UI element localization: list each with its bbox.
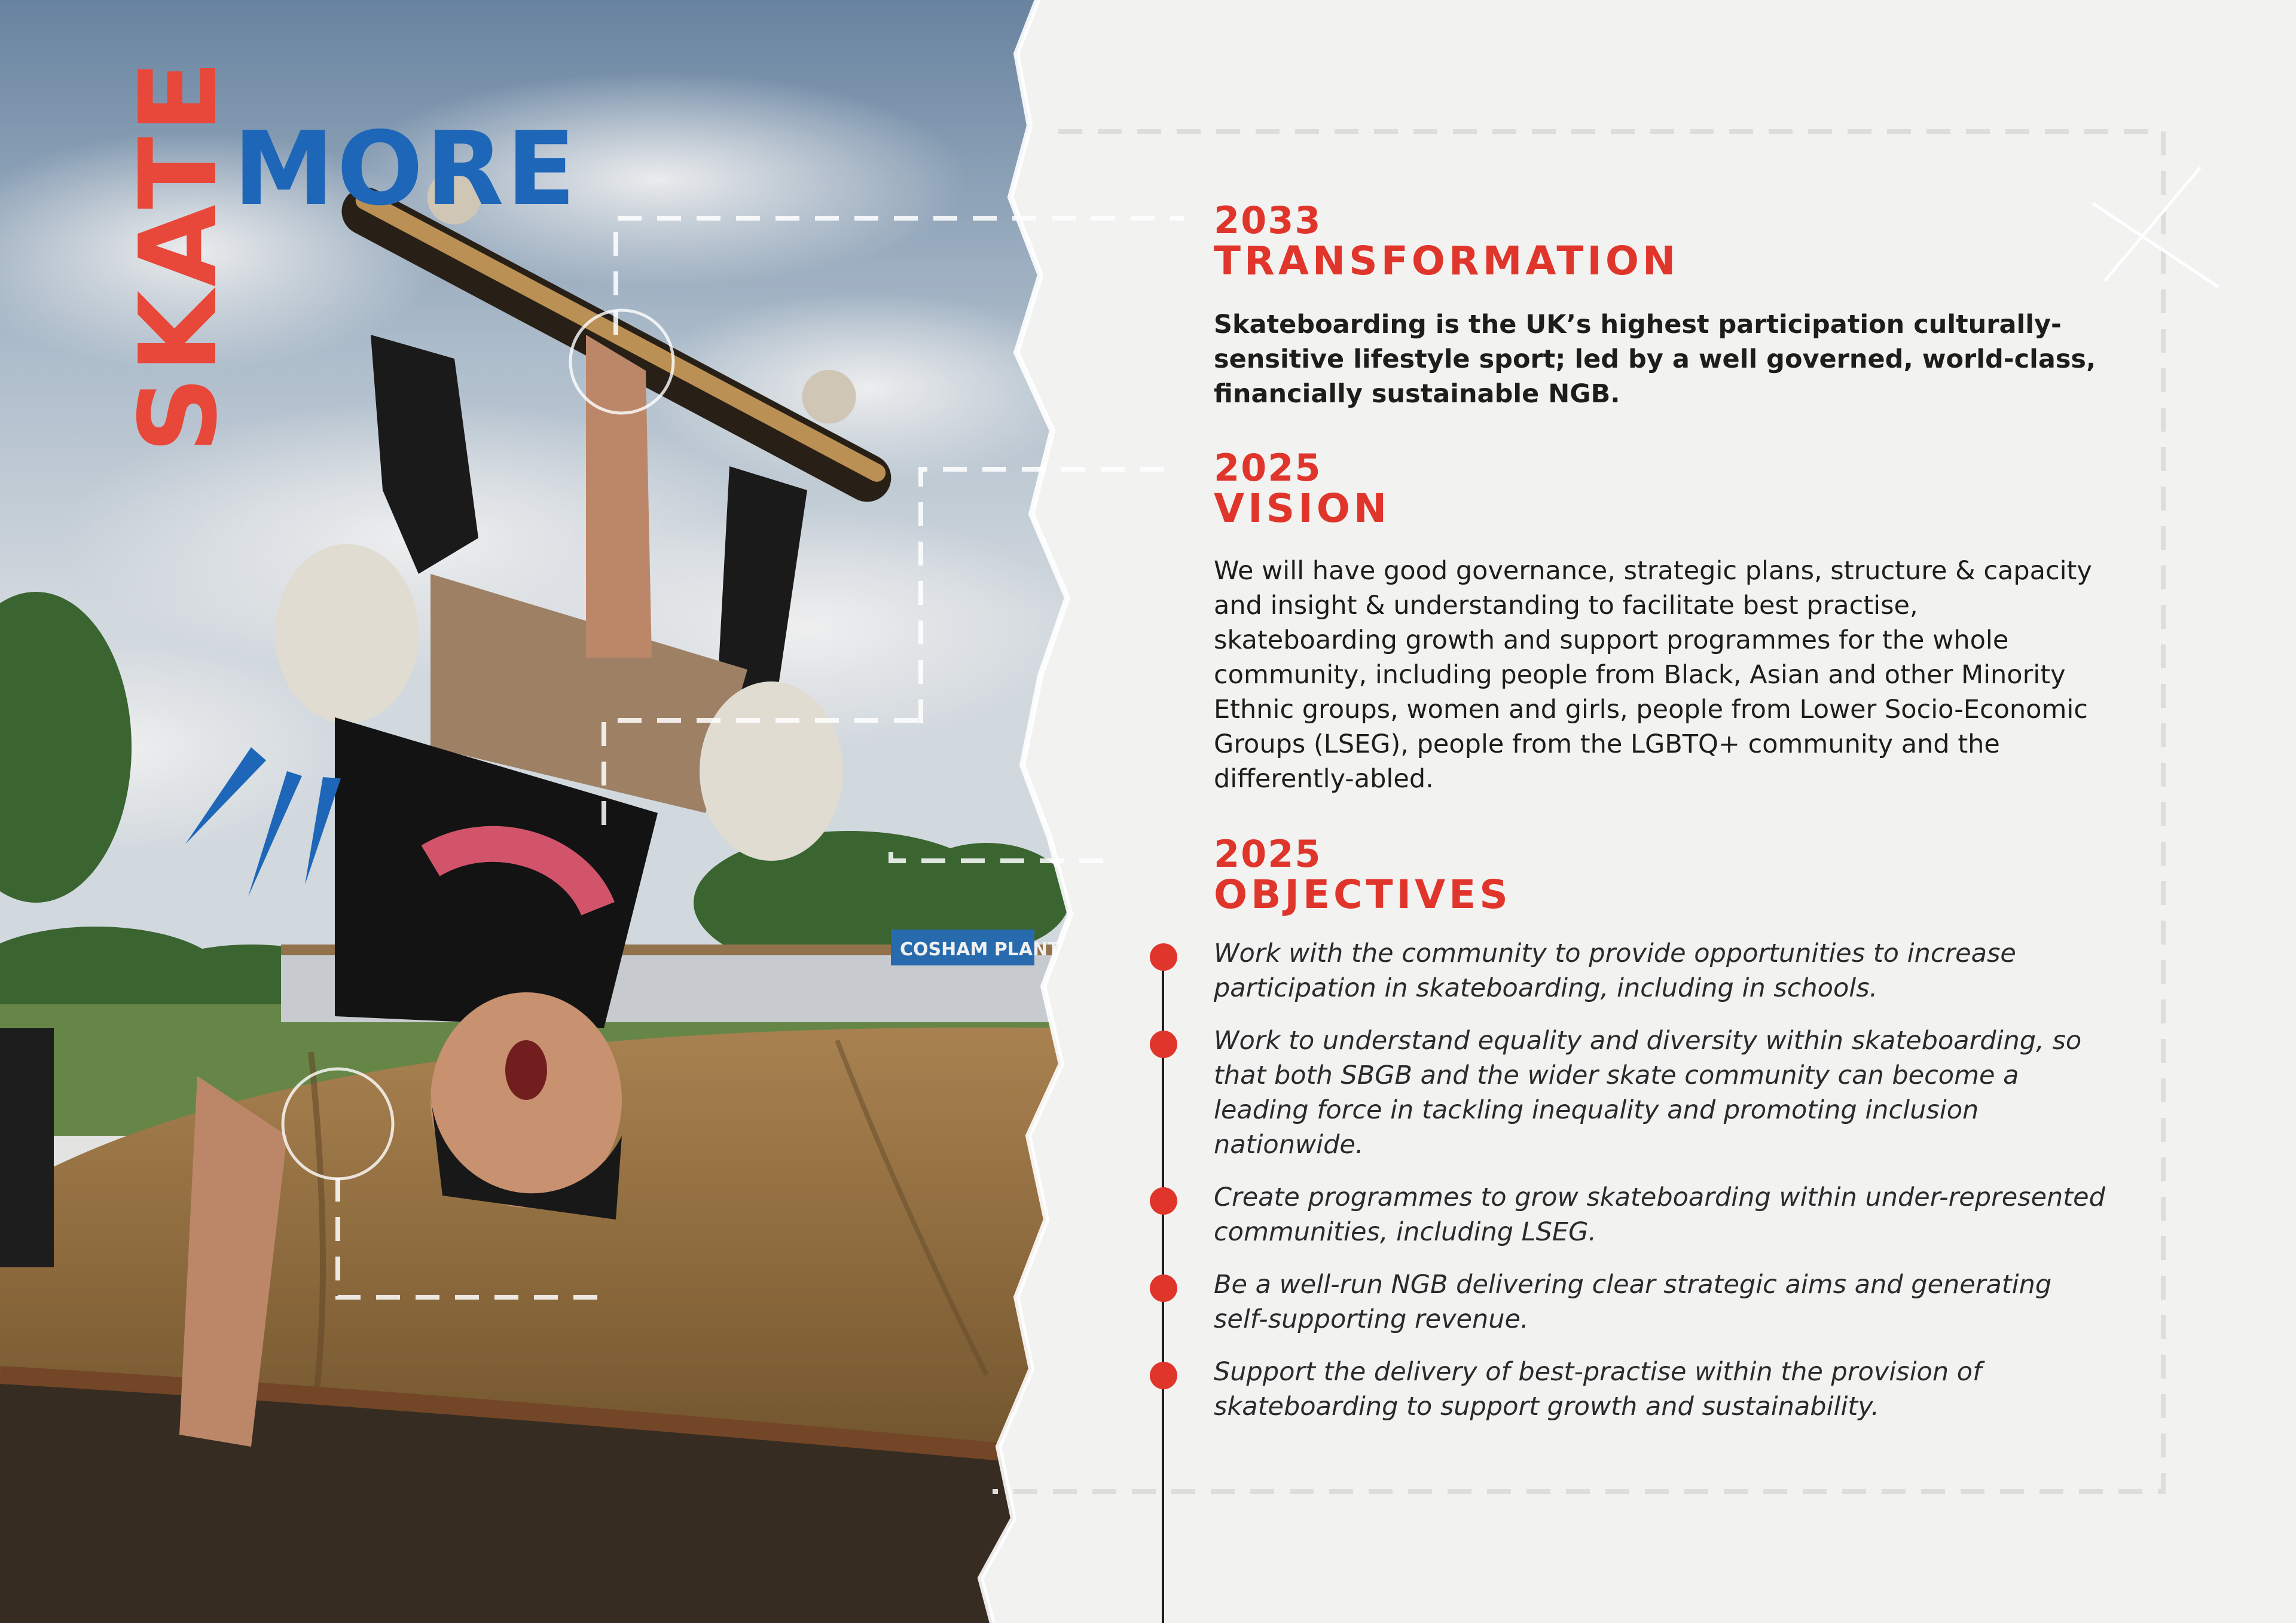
objective-item: [1214, 936, 2111, 1005]
vision-heading: [1214, 446, 2099, 531]
bullet-dot-icon: [1150, 1187, 1177, 1215]
objective-text: Create programmes to grow skateboarding within under-represented communities, including LSEG.: [1214, 1182, 2105, 1247]
objectives-title: OBJECTIVES: [1214, 872, 1512, 918]
transformation-title: TRANSFORMATION: [1214, 238, 1680, 284]
objective-item: [1214, 1355, 2111, 1424]
objective-item: [1214, 1180, 2111, 1249]
objective-text: Work to understand equality and diversity within skateboarding, so that both SBGB and the wider skate community can become a leading force in tackling inequality and promoting inclusion nationwide.: [1214, 1026, 2082, 1160]
objectives-list: [1214, 936, 2111, 1442]
vision-section: [1214, 446, 2099, 822]
bullet-dot-icon: [1150, 1362, 1177, 1389]
skate-headline: SKATE: [117, 56, 240, 453]
vision-text: We will have good governance, strategic plans, structure & capacity and insight & understanding to facilitate best practise, skateboarding growth and support programmes for the whole community, including people from Black, Asian and other Minority Ethnic groups, women and girls, people from Lower Socio-Economic Groups (LSEG), people from the LGBTQ+ community and the differently-abled.: [1214, 556, 2092, 794]
objectives-heading: [1214, 832, 2099, 918]
objective-item: [1214, 1023, 2111, 1162]
transformation-text: Skateboarding is the UK’s highest participation culturally-sensitive lifestyle sport; led by a well governed, world-class, financially sustainable NGB.: [1214, 310, 2096, 409]
objectives-year: 2025: [1214, 832, 1322, 876]
objective-text: Be a well-run NGB delivering clear strategic aims and generating self-supporting revenue.: [1214, 1270, 2052, 1334]
speed-lines-icon: [185, 747, 365, 903]
bullet-dot-icon: [1150, 1031, 1177, 1058]
transformation-year: 2033: [1214, 198, 1322, 242]
objective-text: Support the delivery of best-practise within the provision of skateboarding to support growth and sustainability.: [1214, 1357, 1982, 1422]
bullet-dot-icon: [1150, 1274, 1177, 1302]
transformation-section: [1214, 198, 2099, 437]
objective-text: Work with the community to provide opportunities to increase participation in skateboarding, including in schools.: [1214, 939, 2016, 1003]
objective-item: [1214, 1267, 2111, 1337]
bullet-dot-icon: [1150, 943, 1177, 971]
objectives-section: [1214, 832, 2099, 918]
vision-year: 2025: [1214, 446, 1322, 490]
vision-title: VISION: [1214, 485, 1391, 531]
more-headline: MORE: [233, 110, 578, 228]
banner-text: COSHAM PLANT: [900, 939, 1060, 960]
transformation-heading: [1214, 198, 2099, 284]
